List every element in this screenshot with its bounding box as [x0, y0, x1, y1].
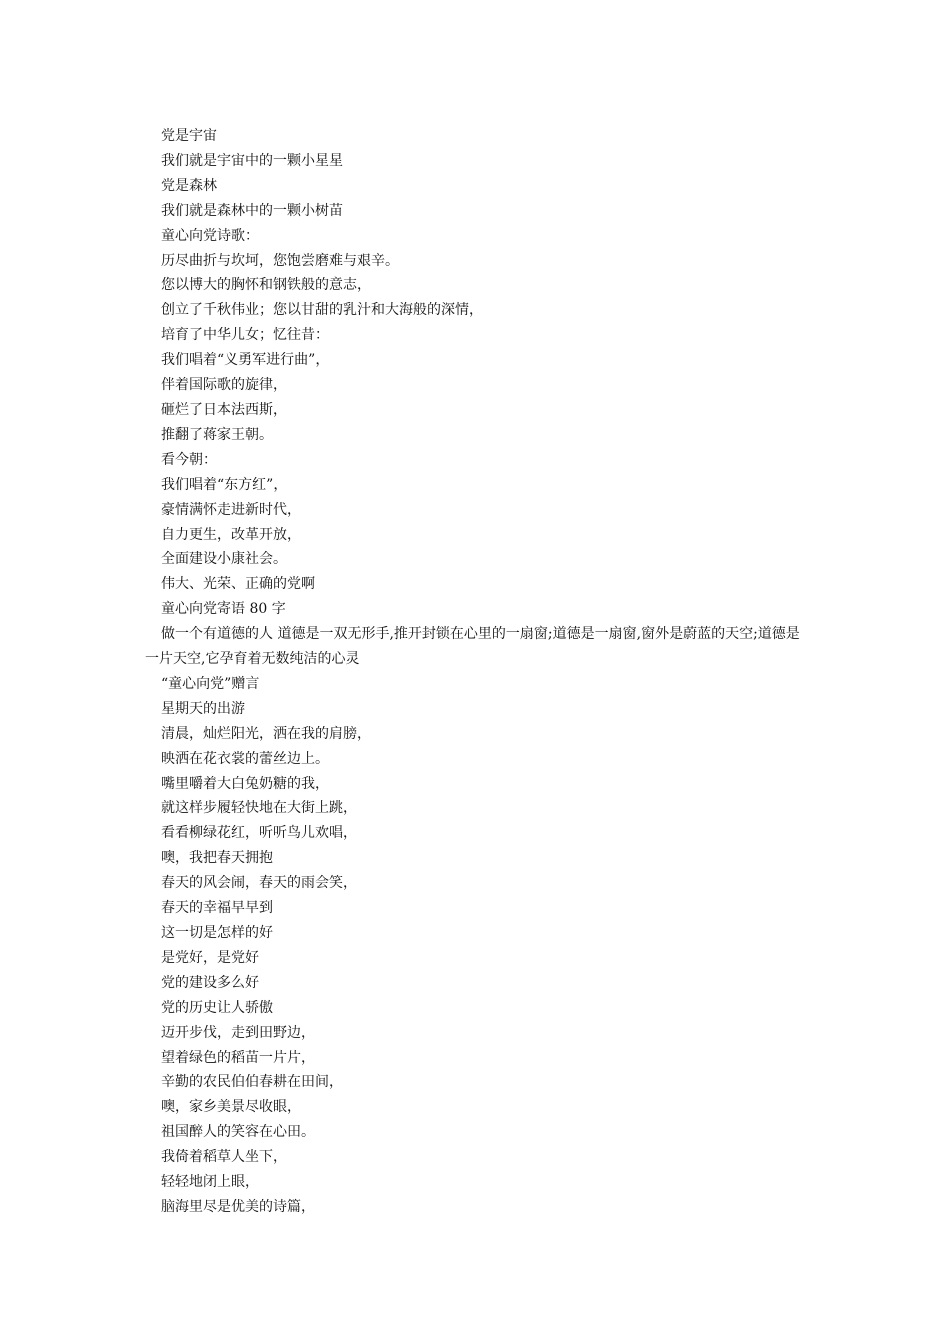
text-line: 童心向党寄语 80 字	[161, 601, 286, 618]
text-line: 历尽曲折与坎坷，您饱尝磨难与艰辛。	[161, 252, 399, 269]
text-line: 童心向党诗歌：	[161, 227, 259, 244]
text-line: 我倚着稻草人坐下，	[161, 1149, 287, 1166]
text-line: 伴着国际歌的旋律，	[161, 377, 287, 394]
text-line: 是党好，是党好	[161, 949, 259, 966]
text-line: 党的历史让人骄傲	[161, 999, 273, 1016]
text-line: “童心向党”赠言	[161, 675, 260, 692]
text-line: 迈开步伐，走到田野边，	[161, 1024, 315, 1041]
text-line: 党是森林	[161, 177, 217, 194]
text-line: 看今朝：	[161, 451, 217, 468]
text-line: 祖国醉人的笑容在心田。	[161, 1124, 315, 1141]
text-line: 噢，我把春天拥抱	[161, 850, 273, 867]
paragraph-text: 做一个有道德的人 道德是一双无形手,推开封锁在心里的一扇窗;道德是一扇窗,窗外是蔚蓝的天空;道德是一片天空,它孕育着无数纯洁的心灵	[145, 626, 800, 668]
text-line: 我们就是宇宙中的一颗小星星	[161, 152, 343, 169]
text-line: 培育了中华儿女；忆往昔：	[161, 327, 329, 344]
document-body	[145, 124, 810, 1220]
text-line: 我们唱着“东方红”，	[161, 476, 288, 493]
text-line: 自力更生，改革开放，	[161, 526, 301, 543]
text-line: 创立了千秋伟业；您以甘甜的乳汁和大海般的深情，	[161, 302, 483, 319]
text-line: 脑海里尽是优美的诗篇，	[161, 1198, 315, 1215]
text-line: 噢，家乡美景尽收眼，	[161, 1099, 301, 1116]
text-line: 辛勤的农民伯伯春耕在田间，	[161, 1074, 343, 1091]
text-line: 清晨，灿烂阳光，洒在我的肩膀，	[161, 725, 371, 742]
text-line: 就这样步履轻快地在大街上跳，	[161, 800, 357, 817]
text-line: 我们唱着“义勇军进行曲”，	[161, 352, 330, 369]
text-line: 看看柳绿花红，听听鸟儿欢唱，	[161, 825, 357, 842]
text-line: 豪情满怀走进新时代，	[161, 501, 301, 518]
text-line: 星期天的出游	[161, 700, 245, 717]
text-line: 嘴里嚼着大白兔奶糖的我，	[161, 775, 329, 792]
text-line: 望着绿色的稻苗一片片，	[161, 1049, 315, 1066]
text-line: 春天的风会闹，春天的雨会笑，	[161, 875, 357, 892]
text-line: 春天的幸福早早到	[161, 900, 273, 917]
text-line: 轻轻地闭上眼，	[161, 1174, 259, 1191]
text-line: 您以博大的胸怀和钢铁般的意志，	[161, 277, 371, 294]
text-line: 党的建设多么好	[161, 974, 259, 991]
text-line: 推翻了蒋家王朝。	[161, 426, 273, 443]
text-line: 这一切是怎样的好	[161, 925, 273, 941]
text-line: 砸烂了日本法西斯，	[161, 401, 287, 418]
text-line: 映洒在花衣裳的蕾丝边上。	[161, 750, 329, 767]
text-line: 我们就是森林中的一颗小树苗	[161, 202, 343, 219]
text-line: 党是宇宙	[161, 128, 217, 144]
text-line: 伟大、光荣、正确的党啊	[161, 576, 315, 593]
text-line: 全面建设小康社会。	[161, 551, 287, 568]
